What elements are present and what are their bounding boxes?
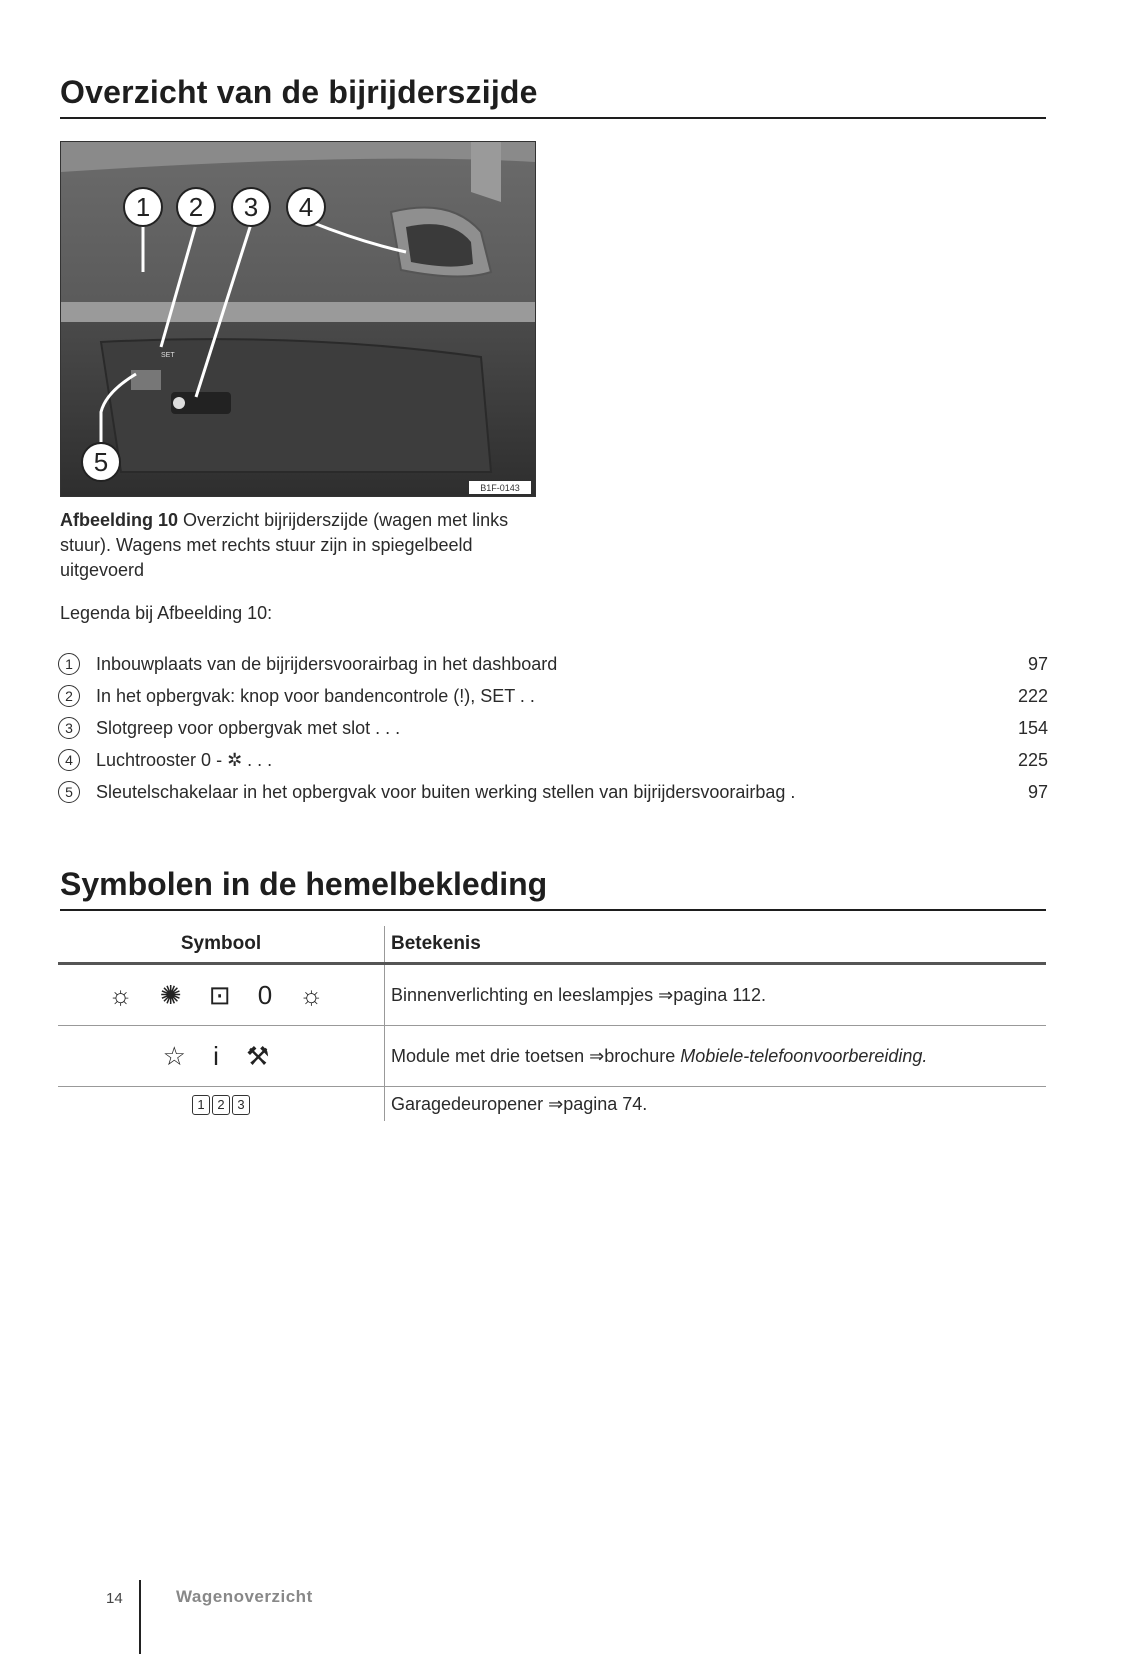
symbol-cell (58, 1026, 385, 1087)
garage-button-1-icon: 1 (192, 1095, 210, 1115)
garage-button-3-icon: 3 (232, 1095, 250, 1115)
legend-item (58, 712, 1048, 744)
phone-module-icons: ☆ i ⚒ (162, 1040, 280, 1071)
legend-number: 3 (58, 717, 80, 739)
legend-page: 222 (1017, 685, 1048, 706)
passenger-side-photo (60, 141, 536, 497)
meaning-cell (385, 1026, 1047, 1087)
symbols-table (58, 926, 1046, 1121)
legend-page: 97 (1027, 781, 1048, 802)
legend-item (58, 680, 1048, 712)
callout-3: 3 (243, 192, 259, 222)
column-header-meaning: Betekenis (385, 926, 1047, 964)
meaning-text: Binnenverlichting en leeslampjes ⇒pagina 112. (391, 984, 766, 1005)
callout-2: 2 (188, 192, 204, 222)
legend-number: 5 (58, 781, 80, 803)
section-title-symbols: Symbolen in de hemelbekleding (60, 866, 1046, 911)
legend-text: Luchtrooster 0 - ✲ . . . (96, 749, 273, 770)
legend-list (58, 648, 1048, 808)
garage-button-2-icon: 2 (212, 1095, 230, 1115)
chapter-name: Wagenoverzicht (176, 1587, 313, 1606)
footer-divider (139, 1580, 141, 1654)
callout-5: 5 (93, 447, 109, 477)
legend-item (58, 744, 1048, 776)
table-row (58, 964, 1046, 1026)
legend-page: 225 (1017, 749, 1048, 770)
figure-caption (60, 508, 540, 583)
legend-page: 154 (1017, 717, 1048, 738)
meaning-cell (385, 1087, 1047, 1122)
meaning-italic: Mobiele-telefoonvoorbereiding. (680, 1045, 928, 1066)
legend-text: Sleutelschakelaar in het opbergvak voor buiten werking stellen van bijrijdersvoorairbag . (96, 781, 796, 802)
caption-text: Overzicht bijrijderszijde (wagen met links stuur). Wagens met rechts stuur zijn in spiegelbeeld uitgevoerd (60, 510, 509, 580)
callout-1: 1 (135, 192, 151, 222)
legend-number: 4 (58, 749, 80, 771)
meaning-text: Garagedeuropener ⇒pagina 74. (391, 1093, 648, 1114)
meaning-text: Module met drie toetsen ⇒brochure (391, 1045, 681, 1066)
set-label: SET (161, 352, 175, 359)
table-row (58, 1087, 1046, 1122)
section-title-overview: Overzicht van de bijrijderszijde (60, 74, 1046, 119)
table-row (58, 1026, 1046, 1087)
legend-text: In het opbergvak: knop voor bandencontrole (!), SET . . (96, 685, 535, 706)
legend-page: 97 (1027, 653, 1048, 674)
legend-number: 1 (58, 653, 80, 675)
symbol-cell (58, 964, 385, 1026)
meaning-cell (385, 964, 1047, 1026)
figure-code: B1F-0143 (480, 483, 520, 493)
callout-4: 4 (298, 192, 314, 222)
legend-number: 2 (58, 685, 80, 707)
caption-label: Afbeelding 10 (60, 510, 179, 530)
legend-text: Slotgreep voor opbergvak met slot . . . (96, 717, 401, 738)
legend-text: Inbouwplaats van de bijrijdersvoorairbag in het dashboard (96, 653, 558, 674)
legend-item (58, 648, 1048, 680)
legend-title: Legenda bij Afbeelding 10: (60, 603, 273, 623)
page-number: 14 (106, 1590, 123, 1607)
lighting-icons: ☼ ✺ ⊡ 0 ☼ (108, 979, 334, 1010)
column-header-symbol: Symbool (58, 926, 385, 964)
symbol-cell (58, 1087, 385, 1122)
legend-item (58, 776, 1048, 808)
